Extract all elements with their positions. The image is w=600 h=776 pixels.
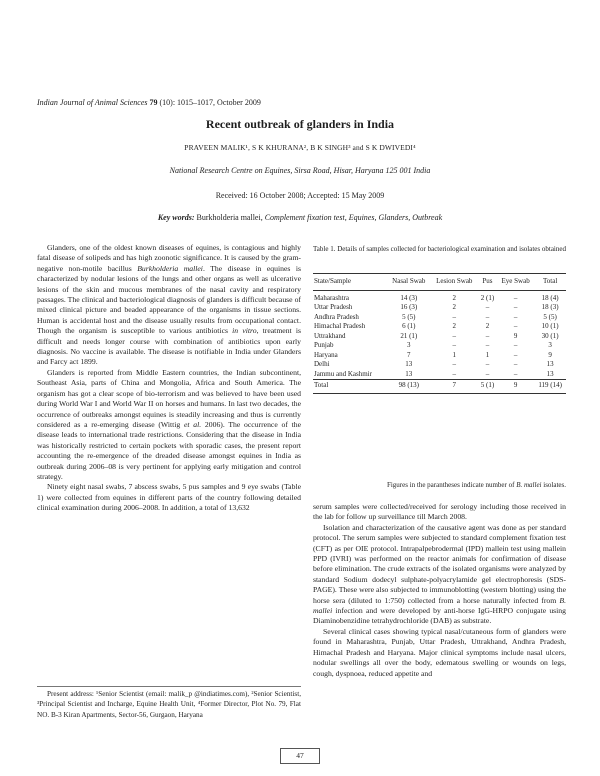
table-header-row xyxy=(313,274,566,291)
table-cell: Punjab xyxy=(314,341,334,349)
keywords xyxy=(0,213,600,222)
text-run: Figures in the parantheses indicate number of xyxy=(386,481,517,489)
text-run: . The disease in equines is characterized by nodular lesions of the lungs and other organs as well as ulcerative lesions of the skin and mucous membranes of the nasal cavity and respiratory passages. The clinical and bacteriological diagnosis of glanders is difficult because of mixed clinical picture and beaded appearance of the organisms in tissue sections. Human is accidental host and the disease usually results from occupational contact. Though the organism is susceptible to various antibiotics xyxy=(37,263,301,336)
paragraph-serum: serum samples were collected/received for serology including those received in the lab for follow up surveillance till March 2008. xyxy=(313,502,566,522)
table-row xyxy=(313,290,566,303)
table-cell: Andhra Pradesh xyxy=(314,312,359,321)
column-header: Nasal Swab xyxy=(392,277,426,285)
table-cell: 13 xyxy=(546,369,554,378)
text-run: Isolation and characterization of the causative agent was done as per standard protocol. The serum samples were subjected to standard complement fixation test (CFT) as per OIE protocol. Intrapalpebrodermal (IPD) mallein test using mallein PPD (IVRI) was performed on the reactor animals for confirmation of disease before elimination. The crude extracts of the isolated organisms were analyzed by standard Sodium dodecyl sulphate-polyacrylamide gel electrophoresis (SDS-PAGE). These were also subjected to immunoblotting (western blotting) using the horse sera (diluted to 1:750) collected from a horse naturally infected from xyxy=(313,522,566,605)
affiliation: National Research Centre on Equines, Sirsa Road, Hisar, Haryana 125 001 India xyxy=(169,166,431,175)
table-cell: – xyxy=(513,369,518,378)
table-cell: – xyxy=(513,293,518,302)
table-cell: – xyxy=(452,312,456,321)
table-cell: – xyxy=(513,360,518,368)
footnote-divider xyxy=(37,686,301,687)
keywords-rest: Complement fixation test, Equines, Glanders, Outbreak xyxy=(264,213,443,222)
table-cell: – xyxy=(513,322,518,330)
citation-etal: et al. xyxy=(184,419,202,429)
table-caption: Table 1. Details of samples collected for bacteriological examination and isolates obtained xyxy=(313,245,566,253)
table-cell: – xyxy=(452,341,456,349)
table-row xyxy=(313,303,566,313)
journal-volume: 79 xyxy=(149,98,158,107)
organism-name: B. mallei xyxy=(313,595,566,616)
table-cell: 5 (5) xyxy=(543,312,557,321)
table-row xyxy=(313,322,566,332)
text-run: 2006). The occurrence of the disease leads to international trade restrictions. Considering that the disease in India was historically restricted to certain pockets with sporadic cases, the present report accounting the re-emergence of the dreaded disease amongst equines in India as outbreak during 2006–08 is very pertinent for applying early mitigation and control strategy. xyxy=(37,419,301,481)
column-header: Total xyxy=(542,277,558,285)
column-header: State/Sample xyxy=(314,277,351,285)
organism-name: B. mallei xyxy=(516,481,542,489)
keywords-first: Burkholderia mallei, xyxy=(196,213,263,222)
keywords-label: Key words: xyxy=(157,213,195,222)
table-cell: 2 xyxy=(485,322,490,330)
text-run: isolates. xyxy=(541,481,566,489)
footnote-address: Present address: ¹Senior Scientist (email: malik_p @indiatimes.com), ²Senior Scientist, ³Principal Scientist and Incharge, Equine Health Unit, ⁴Former Director, Plot No. 79, Flat NO. B-3 Kiran Apartments, Sector-56, Gurgaon, Haryana xyxy=(37,690,301,719)
table-cell: 9 xyxy=(513,381,518,389)
table-cell: 10 (1) xyxy=(541,322,559,330)
journal-issue-pages: (10): 1015–1017, October 2009 xyxy=(159,98,261,107)
table-cell: Himachal Pradesh xyxy=(314,322,366,330)
right-column xyxy=(313,502,566,679)
table-cell: Uttrakhand xyxy=(314,331,346,340)
received-accepted-dates: Received: 16 October 2008; Accepted: 15 May 2009 xyxy=(215,191,385,200)
table-cell: 2 xyxy=(452,293,456,302)
table-cell: 16 (3) xyxy=(400,303,418,311)
table-cell: – xyxy=(513,341,518,349)
table-cell: 14 (3) xyxy=(400,293,418,302)
table-cell: – xyxy=(513,312,518,321)
table-cell: 9 xyxy=(513,331,518,340)
table-cell: 1 xyxy=(452,350,456,359)
table-cell: 9 xyxy=(548,350,552,359)
table-cell: 21 (1) xyxy=(400,331,418,340)
table-cell: 3 xyxy=(407,341,411,349)
column-header: Pus xyxy=(482,277,493,285)
table-cell: 1 xyxy=(485,350,490,359)
table-cell: 18 (4) xyxy=(541,293,559,302)
table-cell: Delhi xyxy=(314,360,330,368)
table-cell: 2 xyxy=(452,303,456,311)
table-row xyxy=(313,341,566,351)
table-cell: Jammu and Kashmir xyxy=(314,369,372,378)
article-title: Recent outbreak of glanders in India xyxy=(205,117,395,131)
table-cell: 13 xyxy=(405,369,413,378)
organism-name: Burkholderia mallei xyxy=(137,263,203,273)
table-cell: 30 (1) xyxy=(541,331,559,340)
text-run: Glanders is reported from Middle Eastern countries, the Indian subcontinent, Southeast Asia, parts of China and Mongolia, Africa and South America. The organism has got a clear scope of bio-terrorism and was believed to have been used during World War I and World War II on horses and humans. In last two decades, the occurrence of outbreaks amongst equines is steadily increasing and thus is currently considered as a re-emerging disease (Wittig xyxy=(37,367,301,429)
table-cell: 13 xyxy=(546,360,554,368)
text-run: infection and were developed by anti-horse IgG-HRPO conjugate using Diaminobenzidine tetrahydrochloride (DAB) as substrate. xyxy=(313,606,566,626)
table-cell: 5 (1) xyxy=(480,381,495,389)
table-cell: 98 (13) xyxy=(398,381,419,389)
paragraph-intro xyxy=(37,243,301,368)
table-cell: – xyxy=(485,360,490,368)
journal-name: Indian Journal of Animal Sciences xyxy=(37,98,148,107)
table-cell: 7 xyxy=(452,381,456,389)
table-cell: 119 (14) xyxy=(538,381,562,389)
table-cell: 7 xyxy=(407,350,411,359)
table-cell: – xyxy=(485,369,490,378)
table-cell: 2 (1) xyxy=(480,293,495,302)
italic-term: in vitro xyxy=(232,326,257,336)
text-run: Glanders, one of the oldest known diseases of equines, is contagious and highly fatal disease of solipeds and has high zoonotic significance. It is caused by the gram-negative non-motile bacillus xyxy=(37,243,301,273)
table-cell: – xyxy=(452,369,456,378)
column-header: Lesion Swab xyxy=(436,277,473,285)
table-cell: 5 (5) xyxy=(402,312,416,321)
table-row xyxy=(313,351,566,361)
table-cell: Haryana xyxy=(314,350,338,359)
paragraph-distribution xyxy=(37,368,301,482)
page-number: 47 xyxy=(280,748,320,764)
table-row xyxy=(313,313,566,323)
column-header: Eye Swab xyxy=(501,277,530,285)
table-cell: – xyxy=(485,341,490,349)
table-cell: – xyxy=(452,331,456,340)
text-run: , treatment is difficult and needs longer course with combination of antibiotics upon early diagnosis. No vaccine is available. The disease is notifiable in India under Glanders and Farcy act 1899. xyxy=(37,326,302,367)
table-row xyxy=(313,332,566,342)
paragraph-samples: Ninety eight nasal swabs, 7 abscess swabs, 5 pus samples and 9 eye swabs (Table 1) were collected from equines in different parts of the country following detailed clinical examination during 2006–2008. In addition, a total of 13,632 xyxy=(37,482,301,513)
table-total-row xyxy=(313,380,566,394)
table-cell: 6 (1) xyxy=(402,322,416,330)
table-cell: Maharashtra xyxy=(314,293,349,302)
table-row xyxy=(313,360,566,370)
samples-table xyxy=(313,273,566,394)
table-cell: – xyxy=(485,312,490,321)
table-cell: Uttar Pradesh xyxy=(314,303,353,311)
table-cell: – xyxy=(452,360,456,368)
table-cell: Total xyxy=(314,381,329,389)
table-cell: – xyxy=(513,350,518,359)
journal-citation xyxy=(37,98,261,107)
table-cell: – xyxy=(485,331,490,340)
table-cell: 13 xyxy=(405,360,413,368)
table-cell: – xyxy=(485,303,490,311)
author-list: PRAVEEN MALIK¹, S K KHURANA², B K SINGH³ and S K DWIVEDI⁴ xyxy=(184,143,416,152)
left-column xyxy=(37,243,301,514)
paragraph-clinical: Several clinical cases showing typical nasal/cutaneous form of glanders were found in Maharashtra, Punjab, Uttar Pradesh, Uttrakhand, Andhra Pradesh, Himachal Pradesh and Haryana. Major clinical symptoms include nasal ulcers, nodular swellings all over the body, edematous swelling or wounds on legs, cough, dyspnoea, reduced appetite and xyxy=(313,626,566,678)
table-row xyxy=(313,370,566,380)
table-cell: 2 xyxy=(452,322,456,330)
table-cell: 3 xyxy=(548,341,552,349)
table-cell: 18 (3) xyxy=(541,303,559,311)
table-footnote xyxy=(313,481,566,489)
paragraph-methods xyxy=(313,523,566,627)
table-cell: – xyxy=(513,303,518,311)
